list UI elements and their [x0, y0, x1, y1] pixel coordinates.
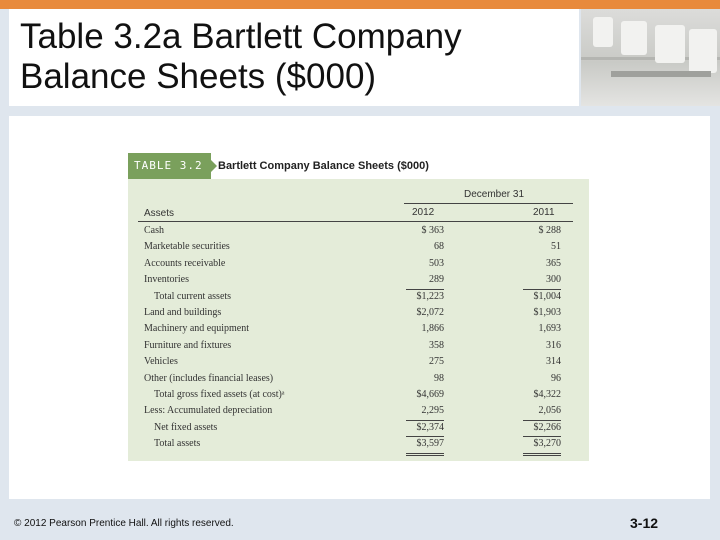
value-2012: 98 [434, 372, 444, 384]
row-label: Land and buildings [144, 307, 222, 318]
row-label: Furniture and fixtures [144, 339, 232, 351]
table-row [128, 239, 589, 255]
value-2012: 503 [429, 257, 444, 269]
value-2011: 96 [551, 372, 561, 384]
total-double-rule [406, 455, 444, 456]
value-2012: $1,223 [416, 290, 444, 302]
value-2011: 316 [546, 339, 561, 351]
value-2011: 2,056 [538, 405, 561, 417]
header-rule [138, 221, 573, 222]
period-rule [404, 203, 573, 204]
value-2012: $ 363 [421, 225, 444, 236]
slide-content [9, 116, 710, 499]
table-row [128, 321, 589, 337]
header-photo [581, 9, 720, 106]
total-double-rule [523, 455, 561, 456]
value-2012: $2,374 [416, 421, 444, 433]
value-2012: $4,669 [416, 389, 444, 400]
table-row [128, 387, 589, 403]
table-row [128, 289, 589, 305]
table-row [128, 371, 589, 387]
row-label: Vehicles [144, 356, 178, 368]
value-2011: $3,270 [533, 438, 561, 450]
value-2011: $1,903 [533, 307, 561, 318]
table-row [128, 256, 589, 272]
assets-column-header: Assets [144, 208, 175, 219]
row-label: Less: Accumulated depreciation [144, 405, 273, 417]
balance-sheet-table [128, 153, 589, 461]
value-2012: 2,295 [421, 405, 444, 417]
subtotal-rule [406, 436, 444, 437]
row-label: Accounts receivable [144, 257, 226, 269]
table-row [128, 436, 589, 452]
table-header [128, 153, 589, 179]
total-double-rule [406, 453, 444, 454]
row-label: Cash [144, 225, 164, 236]
value-2011: 365 [546, 257, 561, 269]
copyright-footer: © 2012 Pearson Prentice Hall. All rights reserved. [14, 518, 234, 529]
value-2011: $4,322 [533, 389, 561, 400]
subtotal-rule [406, 420, 444, 421]
table-row [128, 223, 589, 239]
row-label: Total gross fixed assets (at cost)ᵃ [154, 389, 285, 400]
subtotal-rule [523, 289, 561, 290]
row-label: Inventories [144, 274, 189, 286]
table-row [128, 403, 589, 419]
table-row [128, 338, 589, 354]
value-2011: 1,693 [538, 323, 561, 335]
value-2012: 1,866 [421, 323, 444, 335]
value-2011: $2,266 [533, 421, 561, 433]
total-double-rule [523, 453, 561, 454]
subtotal-rule [523, 436, 561, 437]
value-2012: $2,072 [416, 307, 444, 318]
year-header-2011: 2011 [533, 207, 555, 218]
page-number: 3-12 [630, 515, 659, 531]
row-label: Marketable securities [144, 241, 230, 253]
value-2012: $3,597 [416, 438, 444, 450]
value-2011: 300 [546, 274, 561, 286]
title-area [9, 9, 579, 106]
value-2012: 275 [429, 356, 444, 368]
value-2011: 314 [546, 356, 561, 368]
slide-title: Table 3.2a Bartlett Company Balance Sheets ($000) [20, 17, 462, 96]
top-accent-bar [0, 0, 720, 9]
subtotal-rule [406, 289, 444, 290]
row-label: Total assets [154, 438, 201, 450]
value-2011: 51 [551, 241, 561, 253]
table-badge: TABLE 3.2 [128, 153, 211, 179]
year-header-2012: 2012 [412, 207, 435, 218]
value-2012: 289 [429, 274, 444, 286]
row-label: Other (includes financial leases) [144, 372, 274, 384]
table-row [128, 420, 589, 436]
table-title: Bartlett Company Balance Sheets ($000) [218, 160, 429, 172]
value-2011: $1,004 [533, 290, 561, 302]
value-2011: $ 288 [538, 225, 561, 236]
row-label: Net fixed assets [154, 421, 218, 433]
table-row [128, 272, 589, 288]
value-2012: 358 [429, 339, 444, 351]
period-header: December 31 [463, 189, 525, 200]
subtotal-rule [523, 420, 561, 421]
table-row [128, 305, 589, 321]
row-label: Machinery and equipment [144, 323, 249, 335]
value-2012: 68 [434, 241, 444, 253]
table-row [128, 354, 589, 370]
row-label: Total current assets [154, 290, 232, 302]
